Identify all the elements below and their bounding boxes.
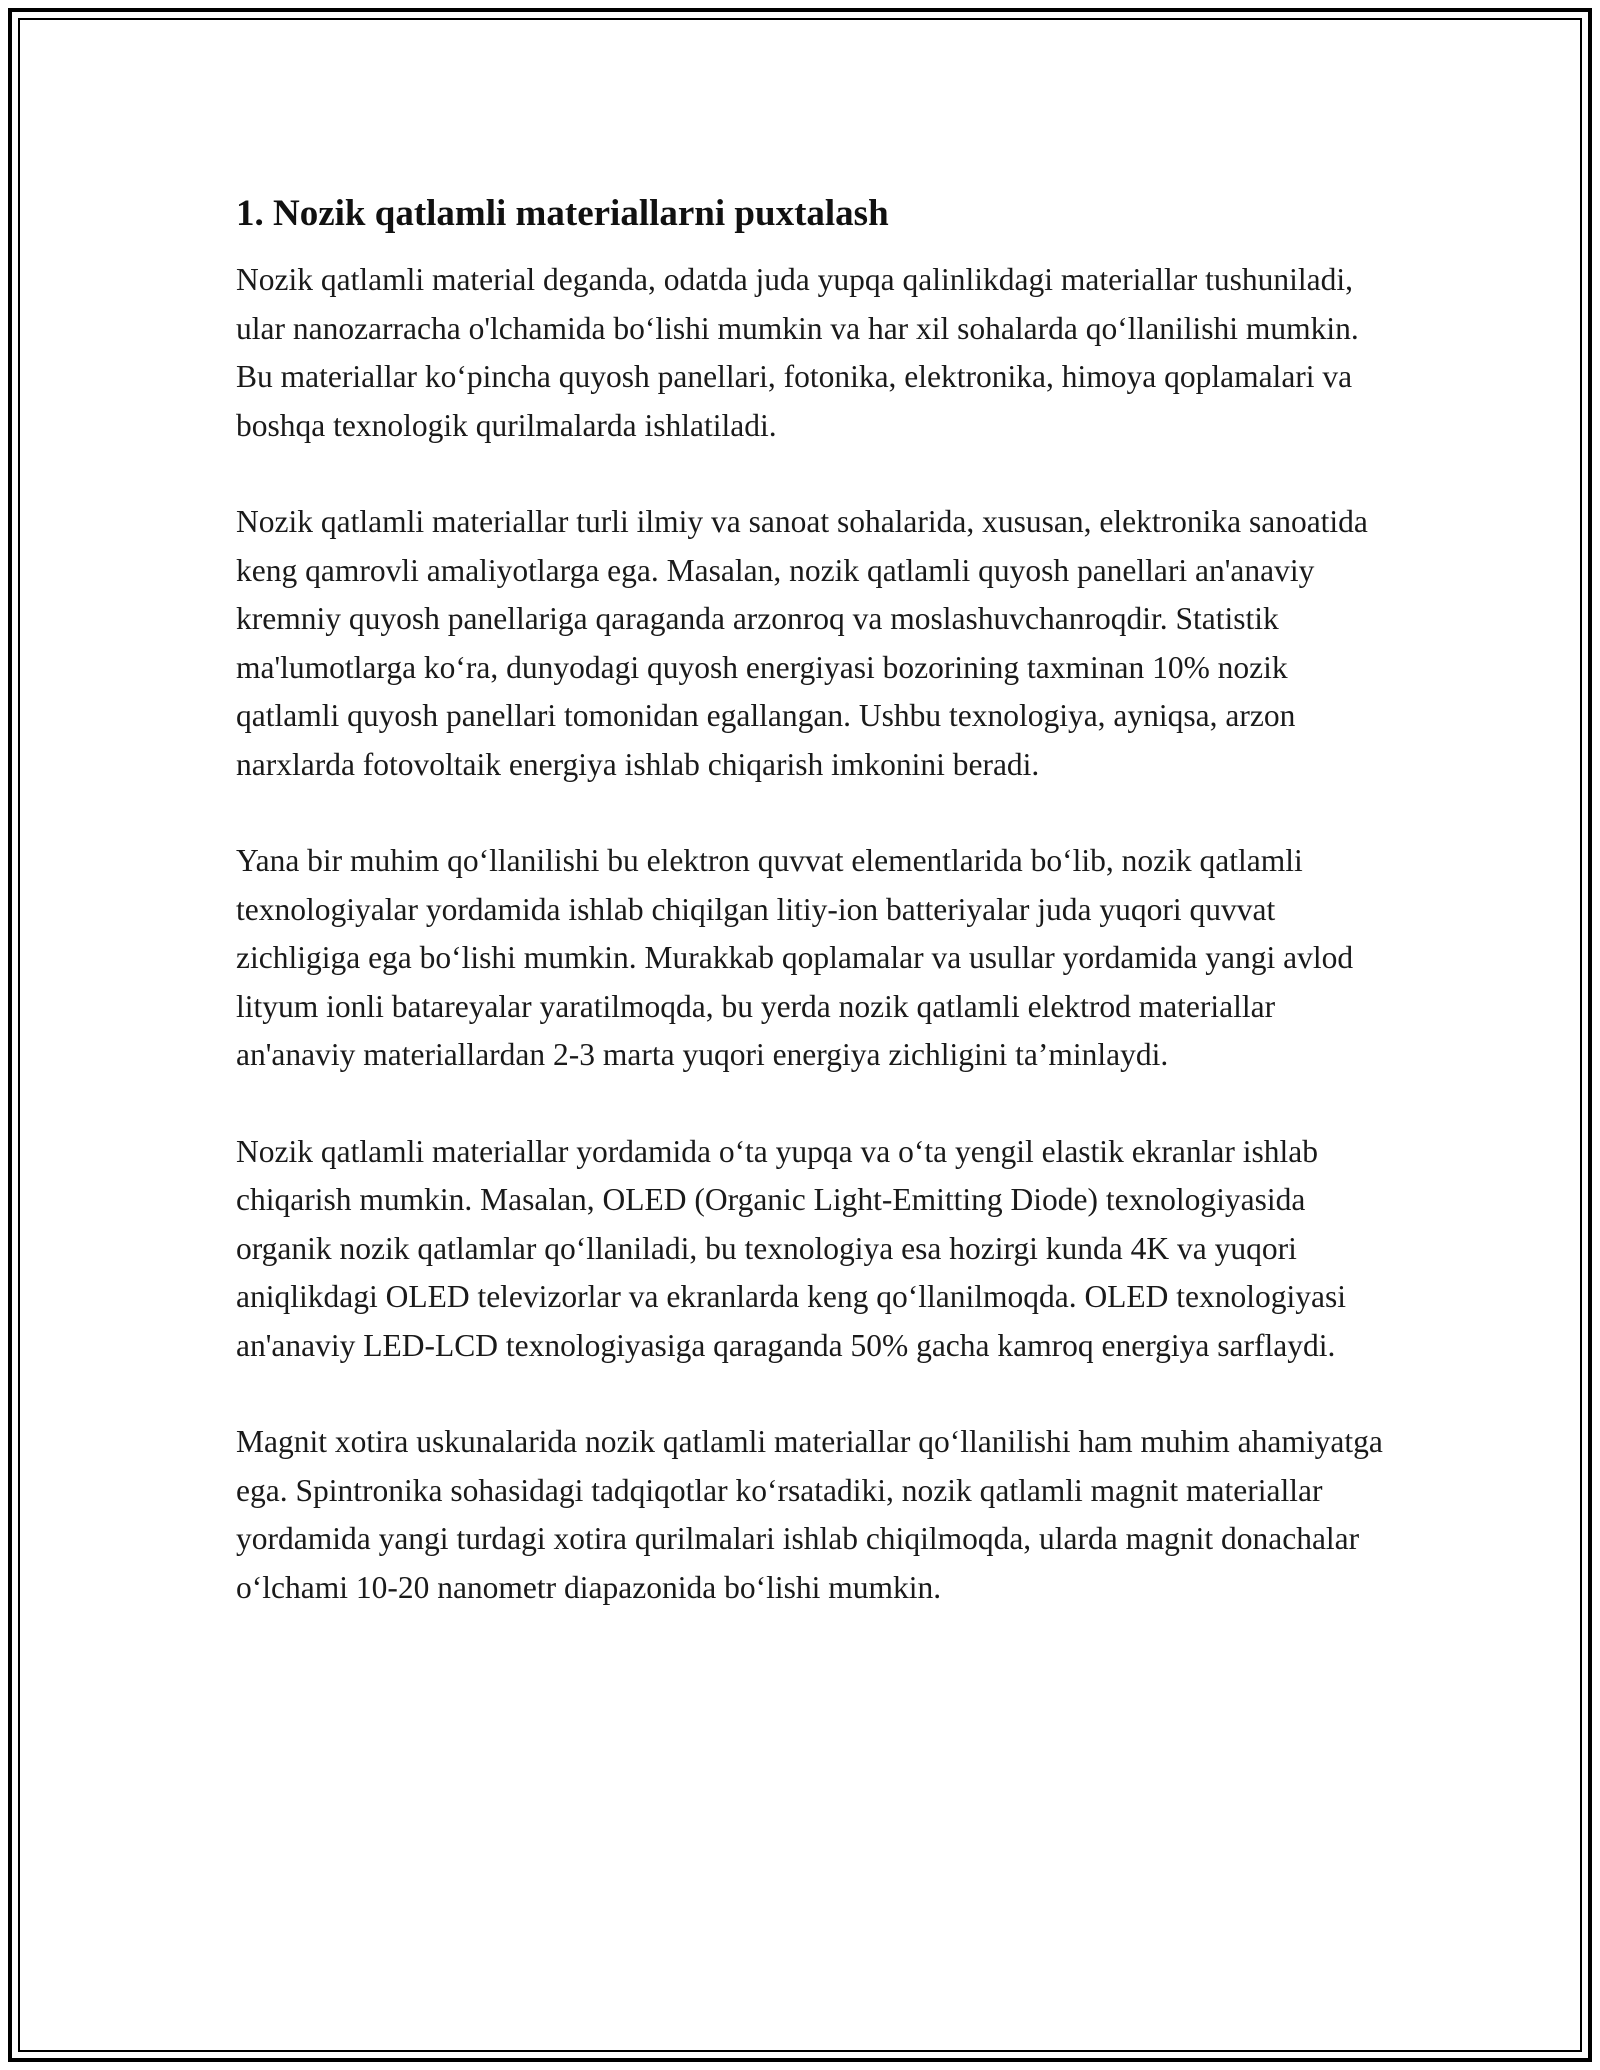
paragraph-intro: Nozik qatlamli material deganda, odatda juda yupqa qalinlikdagi materiallar tushuniladi, ular nanozarracha o'lchamida bo‘lishi mumkin va har xil sohalarda qo‘llanilishi mumkin. Bu materiallar ko‘pincha quyosh panellari, fotonika, elektronika, himoya qoplamalari va boshqa texnologik qurilmalarda ishlatiladi. [236,262,1359,443]
paragraph-batteries: Yana bir muhim qo‘llanilishi bu elektron quvvat elementlarida bo‘lib, nozik qatlamli texnologiyalar yordamida ishlab chiqilgan litiy-ion batteriyalar juda yuqori quvvat zichligiga ega bo‘lishi mumkin. Murakkab qoplamalar va usullar yordamida yangi avlod lityum ionli batareyalar yaratilmoqda, bu yerda nozik qatlamli elektrod materiallar an'anaviy materiallardan 2-3 marta yuqori energiya zichligini ta’minlaydi. [236,843,1354,1072]
paragraph-oled: Nozik qatlamli materiallar yordamida o‘ta yupqa va o‘ta yengil elastik ekranlar ishlab chiqarish mumkin. Masalan, OLED (Organic Light-Emitting Diode) texnologiyasida organik nozik qatlamlar qo‘llaniladi, bu texnologiya esa hozirgi kunda 4K va yuqori aniqlikdagi OLED televizorlar va ekranlarda keng qo‘llanilmoqda. OLED texnologiyasi an'anaviy LED-LCD texnologiyasiga qaraganda 50% gacha kamroq energiya sarflaydi. [236,1133,1347,1363]
section-heading: 1. Nozik qatlamli materiallarni puxtalash [236,193,889,234]
paragraph-magnetic-memory: Magnit xotira uskunalarida nozik qatlamli materiallar qo‘llanilishi ham muhim ahamiyatga ega. Spintronika sohasidagi tadqiqotlar ko‘rsatadiki, nozik qatlamli magnit materiallar yordamida yangi turdagi xotira qurilmalari ishlab chiqilmoqda, ularda magnit donachalar o‘lchami 10-20 nanometr diapazonida bo‘lishi mumkin. [236,1424,1383,1605]
document-body [236,188,1386,1612]
paragraph-solar-panels: Nozik qatlamli materiallar turli ilmiy va sanoat sohalarida, xususan, elektronika sanoatida keng qamrovli amaliyotlarga ega. Masalan, nozik qatlamli quyosh panellari an'anaviy kremniy quyosh panellariga qaraganda arzonroq va moslashuvchanroqdir. Statistik ma'lumotlarga ko‘ra, dunyodagi quyosh energiyasi bozorining taxminan 10% nozik qatlamli quyosh panellari tomonidan egallangan. Ushbu texnologiya, ayniqsa, arzon narxlarda fotovoltaik energiya ishlab chiqarish imkonini beradi. [236,504,1368,782]
